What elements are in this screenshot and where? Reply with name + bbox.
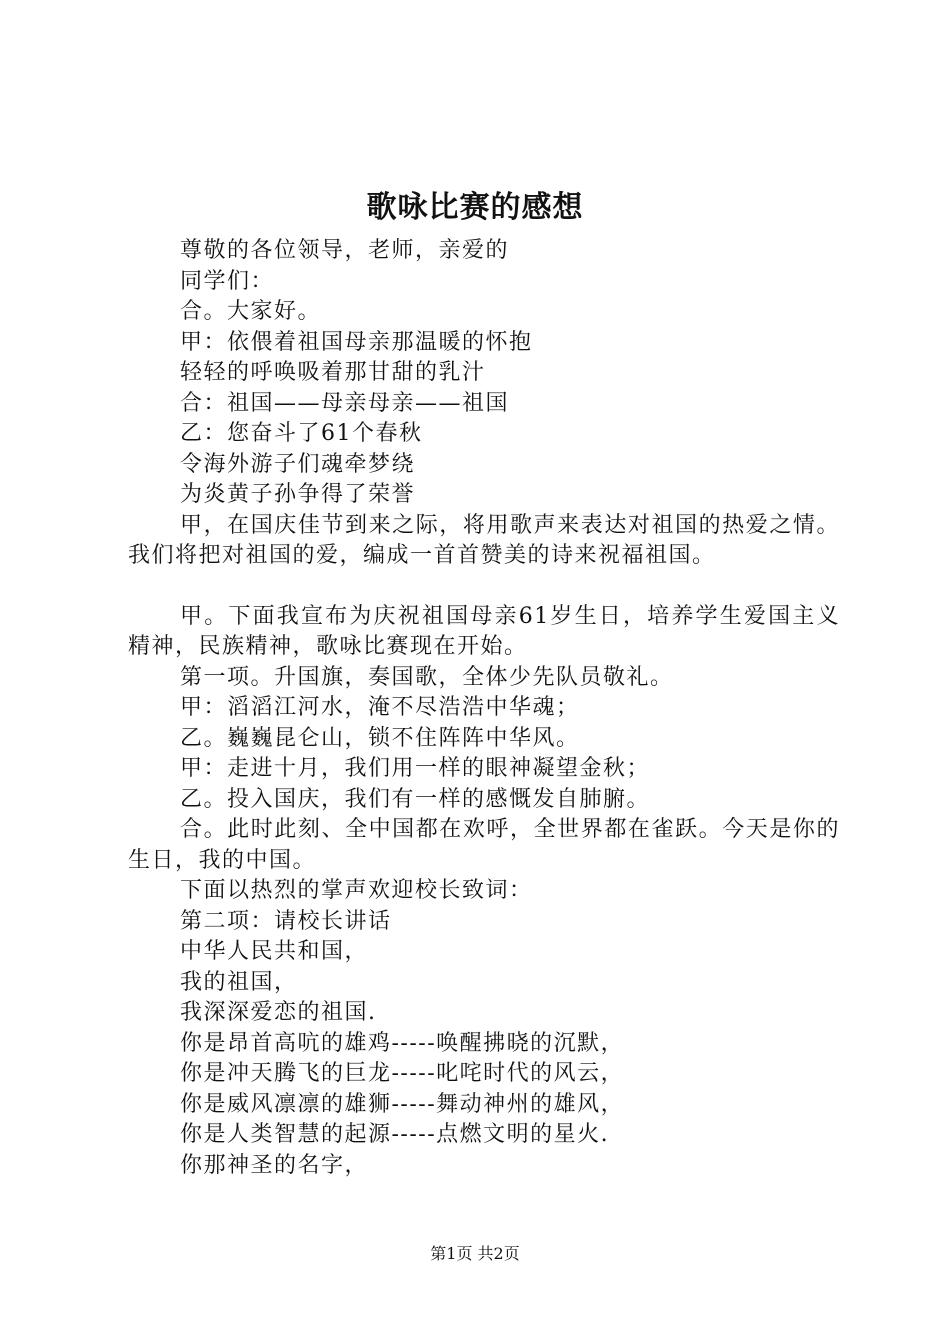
text-line: 你是昂首高吭的雄鸡-----唤醒拂晓的沉默， <box>180 1030 625 1056</box>
text-line: 甲：走进十月，我们用一样的眼神凝望金秋； <box>180 756 651 781</box>
page-number-footer: 第1页 共2页 <box>430 1244 520 1263</box>
text-line: 我的祖国， <box>180 969 298 995</box>
paragraph: 甲，在国庆佳节到来之际，将用歌声来表达对祖国的热爱之情。我们将把对祖国的爱，编成一首首赞美的诗来祝福祖国。 <box>128 512 840 568</box>
text-line: 甲：依偎着祖国母亲那温暖的怀抱 <box>180 329 533 355</box>
document-title: 歌咏比赛的感想 <box>366 190 584 225</box>
text-line: 为炎黄子孙争得了荣誉 <box>180 482 416 507</box>
text-line: 尊敬的各位领导，老师，亲爱的 <box>180 238 510 263</box>
text-line: 我深深爱恋的祖国. <box>180 1000 377 1025</box>
text-line: 合。大家好。 <box>180 299 322 324</box>
text-line: 令海外游子们魂牵梦绕 <box>180 451 416 477</box>
paragraph-gap <box>128 572 840 602</box>
text-line: 乙：您奋斗了61个春秋 <box>180 421 423 446</box>
document-body <box>128 236 840 1181</box>
text-line: 你是威风凛凛的雄狮-----舞动神州的雄风， <box>180 1091 625 1117</box>
text-line: 乙。巍巍昆仑山，锁不住阵阵中华风。 <box>180 725 580 751</box>
text-line: 中华人民共和国， <box>180 939 369 964</box>
text-line: 下面以热烈的掌声欢迎校长致词： <box>180 878 533 903</box>
text-line: 你是人类智慧的起源-----点燃文明的星火. <box>180 1122 610 1147</box>
text-line: 甲：滔滔江河水，淹不尽浩浩中华魂； <box>180 695 580 720</box>
paragraph: 合。此时此刻、全中国都在欢呼，全世界都在雀跃。今天是你的生日，我的中国。 <box>128 817 840 873</box>
text-line: 轻轻的呼唤吸着那甘甜的乳汁 <box>180 360 486 385</box>
paragraph: 甲。下面我宣布为庆祝祖国母亲61岁生日，培养学生爱国主义精神，民族精神，歌咏比赛现在开始。 <box>128 603 840 659</box>
text-line: 合：祖国——母亲母亲——祖国 <box>180 390 510 416</box>
text-line: 第一项。升国旗，奏国歌，全体少先队员敬礼。 <box>180 664 674 690</box>
text-line: 第二项：请校长讲话 <box>180 908 392 934</box>
text-line: 乙。投入国庆，我们有一样的感慨发自肺腑。 <box>180 786 651 812</box>
text-line: 你那神圣的名字， <box>180 1152 369 1178</box>
text-line: 你是冲天腾飞的巨龙-----叱咤时代的风云， <box>180 1061 625 1086</box>
text-line: 同学们： <box>180 268 275 294</box>
